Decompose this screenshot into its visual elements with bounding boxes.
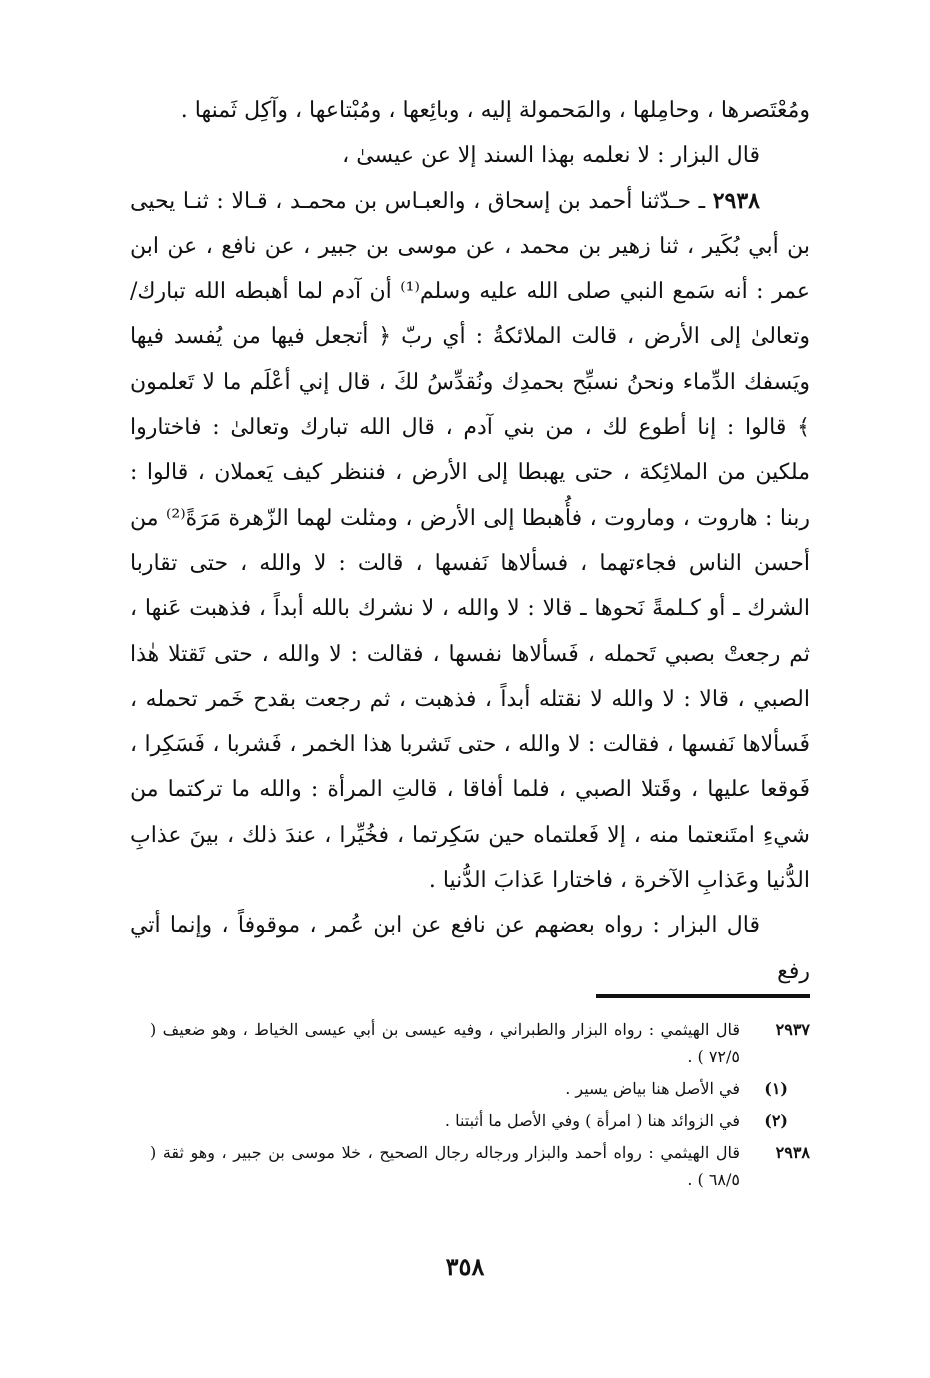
footnote-number: (١) (764, 1079, 788, 1098)
footnote-item (150, 1016, 810, 1070)
footnote-text: في الزوائد هنا ( امرأة ) وفي الأصل ما أثبتنا . (444, 1111, 740, 1130)
page-number: ٣٥٨ (445, 1252, 485, 1281)
footnotes (150, 1016, 810, 1198)
hadith-number: ٢٩٣٨ (712, 187, 760, 214)
footnote-number: ٢٩٣٧ (775, 1020, 810, 1039)
footnote-number: (٢) (764, 1111, 788, 1130)
footnote-item (150, 1139, 810, 1193)
main-text (130, 88, 810, 994)
paragraph-1: ومُعْتَصرها ، وحامِلها ، والمَحمولة إليه ، وبائِعها ، ومُبْتاعها ، وآكِل ثَمنها . (180, 98, 810, 123)
footnote-item (150, 1107, 810, 1134)
hadith-2938 (130, 179, 810, 904)
paragraph-4: قال البزار : رواه بعضهم عن نافع عن ابن عُمر ، موقوفاً ، وإنما أتي رفع (130, 913, 810, 984)
footnote-number: ٢٩٣٨ (775, 1143, 810, 1162)
footnote-item (150, 1075, 810, 1102)
footnote-text: في الأصل هنا بياض يسير . (565, 1079, 740, 1098)
hadith-text: ـ حـدّثنا أحمد بن إسحاق ، والعبـاس بن محمـد ، قـالا : ثنـا يحيى بن أبي بُكَير ، ثنا زهير بن محمد ، عن موسى بن جبير ، عن نافع ، عن ابن عمر : أنه سَمع النبي صلى الله عليه وسلم⁽¹⁾ أن آدم لما أهبطه الله تبارك/ وتعالىٰ إلى الأرض ، قالت الملائكةُ : أي ربّ ﴿ أتجعل فيها من يُفسد فيها ويَسفك الدِّماء ونحنُ نسبِّح بحمدِك ونُقدِّسُ لكَ ، قال إني أعْلَم ما لا تَعلمون ﴾ قالوا : إنا أطوع لك ، من بني آدم ، قال الله تبارك وتعالىٰ : فاختاروا ملكين من الملائِكة ، حتى يهبطا إلى الأرض ، فننظر كيف يَعملان ، قالوا : ربنا : هاروت ، وماروت ، فأُهبطا إلى الأرض ، ومثلت لهما الزّهرة مَرَةً⁽²⁾ من أحسن الناس فجاءتهما ، فسألاها نَفسها ، قالت : لا والله ، حتى تقاربا الشرك ـ أو كـلمةً نَحوها ـ قالا : لا والله ، لا نشرك بالله أبداً ، فذهبت عَنها ، ثم رجعتْ بصبي تَحمله ، فَسألاها نفسها ، فقالت : لا والله ، حتى تَقتلا هٰذا الصبي ، قالا : لا والله لا نقتله أبداً ، فذهبت ، ثم رجعت بقدح خَمر تحمله ، فَسألاها نَفسها ، فقالت : لا والله ، حتى تَشربا هذا الخمر ، فَشربا ، فَسَكِرا ، فَوقعا عليها ، وقَتلا الصبي ، فلما أفاقا ، قالتِ المرأة : والله ما تركتما من شيءِ امتَنعتما منه ، إلا فَعلتماه حين سَكِرتما ، فخُيِّرا ، عندَ ذلك ، بينَ عذابِ الدُّنيا وعَذابِ الآخرة ، فاختارا عَذابَ الدُّنيا . (130, 188, 810, 894)
footnote-text: قال الهيثمي : رواه أحمد والبزار ورجاله رجال الصحيح ، خلا موسى بن جبير ، وهو ثقة ( ٦٨/٥ ) . (150, 1143, 740, 1189)
footnote-separator (596, 994, 810, 998)
footnote-text: قال الهيثمي : رواه البزار والطبراني ، وفيه عيسى بن أبي عيسى الخياط ، وهو ضعيف ( ٧٢/٥ ) . (150, 1020, 740, 1066)
paragraph-2: قال البزار : لا نعلمه بهذا السند إلا عن عيسىٰ ، (342, 143, 760, 169)
